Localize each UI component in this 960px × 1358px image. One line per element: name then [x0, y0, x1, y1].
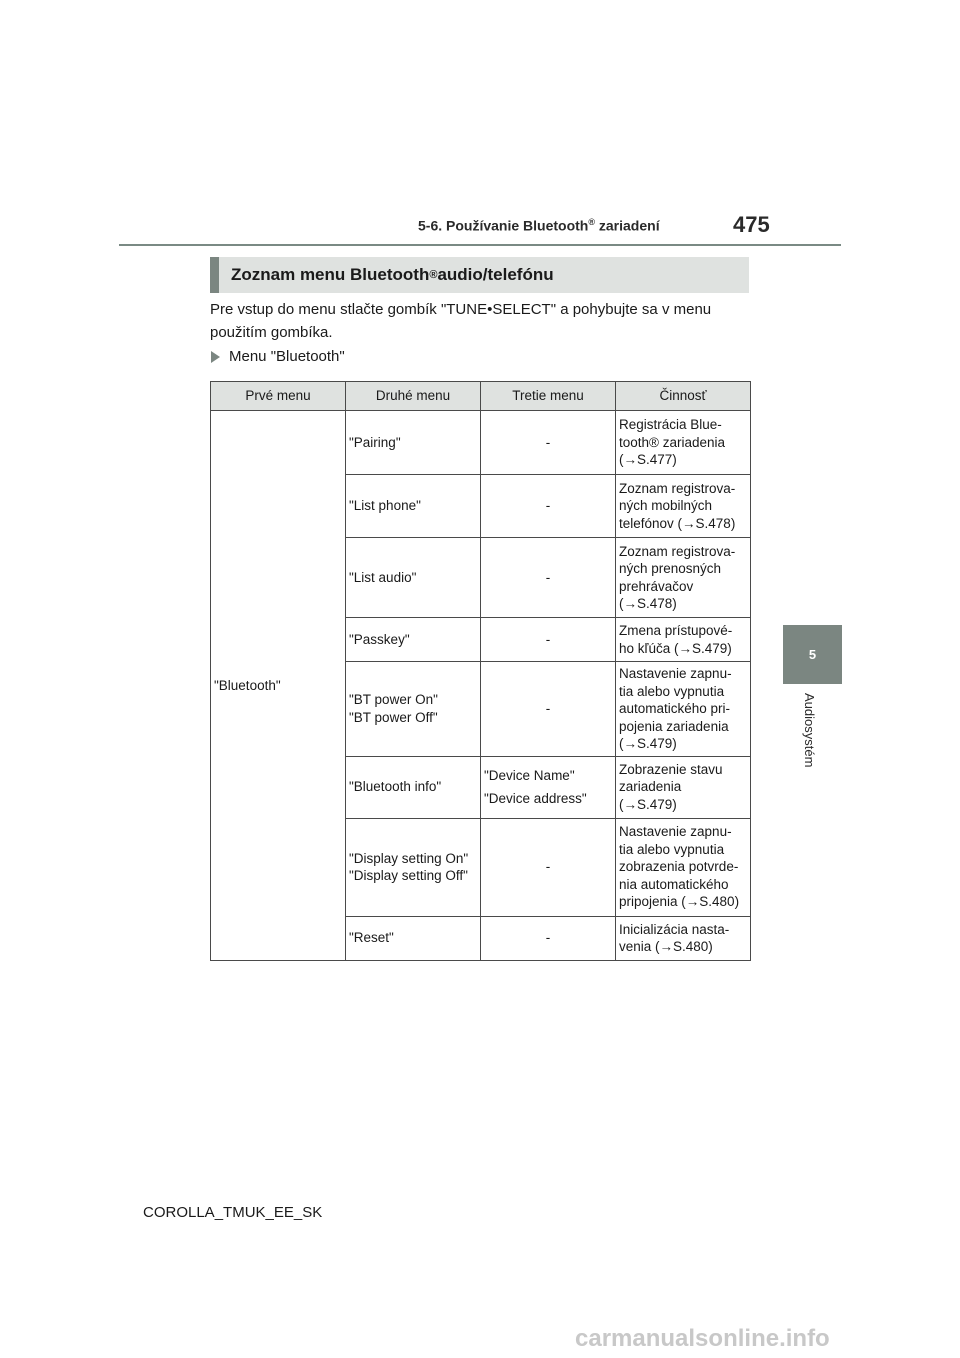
action-cell — [616, 475, 751, 538]
cell-line: Inicializácia nasta- — [619, 921, 730, 937]
cell-line: (→S.479) — [619, 736, 677, 751]
action-cell — [616, 662, 751, 757]
cell-line: tooth® zariadenia — [619, 434, 726, 450]
cell-line: Nastavenie zapnu- — [619, 666, 732, 681]
cell-line: - — [545, 859, 551, 875]
intro-text: Pre vstup do menu stlačte gombík "TUNE•SELECT" a pohybujte sa v menu použitím gombíka. — [210, 301, 712, 341]
cell-line: "Display setting On" — [349, 850, 469, 866]
arrow-right-icon — [211, 351, 220, 363]
second-menu-cell — [346, 916, 481, 960]
cell-line: - — [545, 631, 551, 647]
second-menu-cell — [346, 411, 481, 475]
chapter-label: Audiosystém — [802, 693, 817, 768]
cell-line: "Display setting Off" — [349, 868, 468, 883]
second-menu-cell — [346, 818, 481, 916]
cell-line: "List phone" — [349, 498, 421, 514]
cell-line: "BT power Off" — [349, 709, 438, 725]
cell-line: pojenia zariadenia — [619, 718, 729, 734]
column-header: Prvé menu — [211, 382, 346, 411]
cell-line: - — [545, 569, 551, 585]
cell-line: Zmena prístupové- — [619, 623, 733, 638]
cell-line: "Reset" — [349, 930, 394, 946]
cell-line: telefónov (→S.478) — [619, 515, 736, 531]
chapter-tab: 5 — [783, 625, 842, 684]
second-menu-cell — [346, 475, 481, 538]
cell-line: Zobrazenie stavu — [619, 761, 723, 777]
submenu-title: Menu "Bluetooth" — [211, 348, 345, 365]
section-heading: Zoznam menu Bluetooth ® audio/telefónu — [210, 257, 749, 293]
third-menu-cell — [481, 411, 616, 475]
third-menu-cell — [481, 662, 616, 757]
cell-line: "Bluetooth info" — [349, 779, 442, 795]
cell-line: ho kľúča (→S.479) — [619, 640, 732, 656]
header-divider — [119, 244, 841, 246]
table-row — [211, 411, 751, 475]
cell-line: zobrazenia potvrde- — [619, 859, 739, 875]
action-cell — [616, 538, 751, 618]
cell-line: tia alebo vypnutia — [619, 841, 725, 857]
menu-table — [210, 381, 751, 961]
cell-line: (→S.479) — [619, 796, 677, 812]
action-cell — [616, 916, 751, 960]
cell-line: automatického pri- — [619, 701, 731, 716]
second-menu-cell — [346, 538, 481, 618]
second-menu-cell — [346, 618, 481, 662]
cell-line: "Pairing" — [349, 434, 401, 450]
document-code: COROLLA_TMUK_EE_SK — [143, 1204, 323, 1221]
table-header-row — [211, 382, 751, 411]
cell-line: Zoznam registrova- — [619, 543, 736, 559]
third-menu-cell — [481, 818, 616, 916]
column-header: Činnosť — [616, 382, 751, 411]
cell-line: "Device address" — [484, 790, 587, 806]
column-header: Druhé menu — [346, 382, 481, 411]
cell-line: "Passkey" — [349, 631, 410, 647]
cell-line: venia (→S.480) — [619, 939, 713, 954]
first-menu-cell: "Bluetooth" — [211, 411, 346, 961]
cell-line: Nastavenie zapnu- — [619, 824, 732, 840]
third-menu-cell — [481, 475, 616, 538]
action-cell — [616, 618, 751, 662]
cell-line: "List audio" — [349, 569, 417, 585]
second-menu-cell — [346, 662, 481, 757]
watermark: carmanualsonline.info — [575, 1325, 830, 1352]
cell-line: Registrácia Blue- — [619, 417, 722, 433]
cell-line: prehrávačov — [619, 578, 694, 594]
cell-line: (→S.477) — [619, 452, 677, 468]
section-title: 5-6. Používanie Bluetooth® zariadení — [418, 217, 660, 234]
cell-line: nia automatického — [619, 876, 729, 892]
cell-line: Zoznam registrova- — [619, 480, 736, 496]
second-menu-cell — [346, 756, 481, 818]
third-menu-cell — [481, 538, 616, 618]
cell-line: pripojenia (→S.480) — [619, 894, 740, 910]
action-cell — [616, 756, 751, 818]
cell-line: tia alebo vypnutia — [619, 683, 725, 699]
cell-line: (→S.478) — [619, 596, 677, 611]
third-menu-cell — [481, 916, 616, 960]
action-cell — [616, 411, 751, 475]
cell-line: - — [545, 434, 551, 450]
cell-line: zariadenia — [619, 779, 682, 795]
page-number: 475 — [733, 212, 770, 237]
cell-line: ných mobilných — [619, 498, 713, 514]
cell-line: - — [545, 701, 551, 716]
cell-line: ných prenosných — [619, 561, 722, 576]
column-header: Tretie menu — [481, 382, 616, 411]
cell-line: "BT power On" — [349, 692, 438, 708]
cell-line: - — [545, 498, 551, 514]
third-menu-cell — [481, 756, 616, 818]
cell-line: - — [545, 930, 551, 946]
third-menu-cell — [481, 618, 616, 662]
action-cell — [616, 818, 751, 916]
cell-line: "Device Name" — [484, 768, 575, 783]
